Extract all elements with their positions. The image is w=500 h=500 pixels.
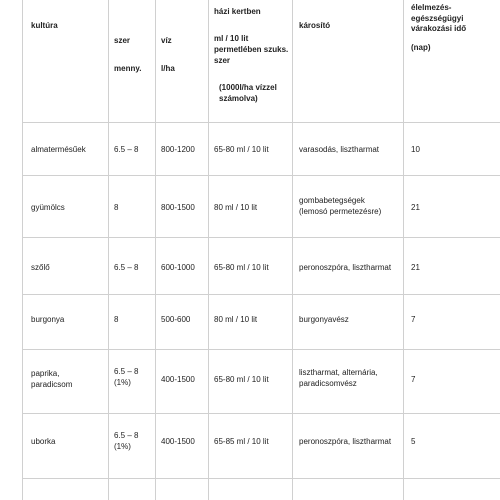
column-divider xyxy=(208,0,209,500)
cell-hazi: 65-80 ml / 10 lit xyxy=(214,375,269,384)
cell-karosito-note: (lemosó permetezésre) xyxy=(299,207,382,216)
cell-szer: 6.5 – 8 xyxy=(114,263,139,272)
cell-karosito: peronoszpóra, lisztharmat xyxy=(299,437,392,446)
cell-hazi: 80 ml / 10 lit xyxy=(214,315,258,324)
cell-viz: 800-1200 xyxy=(161,145,195,154)
header-kultura: kultúra xyxy=(31,21,58,30)
header-viz: víz xyxy=(161,36,172,45)
header-hazi-viz: (1000l/ha vízzel xyxy=(219,83,277,92)
cell-kultura-cont: paradicsom xyxy=(31,380,73,389)
cell-karosito: gombabetegségek xyxy=(299,196,365,205)
cell-nap: 21 xyxy=(411,203,420,212)
cell-viz: 800-1500 xyxy=(161,203,195,212)
cell-hazi: 65-85 ml / 10 lit xyxy=(214,437,269,446)
row-divider xyxy=(22,122,500,123)
cell-viz: 400-1500 xyxy=(161,437,195,446)
cell-hazi: 65-80 ml / 10 lit xyxy=(214,145,269,154)
cell-szer: 8 xyxy=(114,315,119,324)
table-border-left xyxy=(22,0,23,500)
cell-szer-percent: (1%) xyxy=(114,378,131,387)
cell-karosito: burgonyavész xyxy=(299,315,349,324)
cell-kultura: burgonya xyxy=(31,315,65,324)
header-hazi-permetleben: permetlében szuks. xyxy=(214,45,289,54)
column-divider xyxy=(155,0,156,500)
header-szer: szer xyxy=(114,36,131,45)
cell-viz: 600-1000 xyxy=(161,263,195,272)
cell-karosito: varasodás, lisztharmat xyxy=(299,145,380,154)
cell-karosito: lisztharmat, alternária, xyxy=(299,368,378,377)
cell-nap: 7 xyxy=(411,375,416,384)
row-divider xyxy=(22,294,500,295)
cell-karosito-cont: paradicsomvész xyxy=(299,379,357,388)
cell-nap: 21 xyxy=(411,263,420,272)
cell-kultura: paprika, xyxy=(31,369,60,378)
cell-hazi: 65-80 ml / 10 lit xyxy=(214,263,269,272)
cell-szer-percent: (1%) xyxy=(114,442,131,451)
cell-szer: 6.5 – 8 xyxy=(114,367,139,376)
header-nap: (nap) xyxy=(411,43,431,52)
row-divider xyxy=(22,413,500,414)
column-divider xyxy=(108,0,109,500)
cell-szer: 6.5 – 8 xyxy=(114,145,139,154)
cell-nap: 10 xyxy=(411,145,420,154)
cell-szer: 6.5 – 8 xyxy=(114,431,139,440)
header-hazi-szer: szer xyxy=(214,56,231,65)
cell-szer: 8 xyxy=(114,203,119,212)
header-hazi-kertben: házi kertben xyxy=(214,7,261,16)
header-hazi-szamolva: számolva) xyxy=(219,94,258,103)
cell-kultura: uborka xyxy=(31,437,56,446)
header-viz-unit: l/ha xyxy=(161,64,175,73)
cell-karosito: peronoszpóra, lisztharmat xyxy=(299,263,392,272)
cell-nap: 5 xyxy=(411,437,416,446)
header-szer-menny: menny. xyxy=(114,64,142,73)
cell-viz: 500-600 xyxy=(161,315,191,324)
header-elelmezes: élelmezés- xyxy=(411,3,452,12)
row-divider xyxy=(22,478,500,479)
row-divider xyxy=(22,349,500,350)
row-divider xyxy=(22,237,500,238)
cell-hazi: 80 ml / 10 lit xyxy=(214,203,258,212)
header-karosito: károsító xyxy=(299,21,331,30)
header-hazi-ml: ml / 10 lit xyxy=(214,34,249,43)
cell-viz: 400-1500 xyxy=(161,375,195,384)
cell-kultura: gyümölcs xyxy=(31,203,65,212)
cell-nap: 7 xyxy=(411,315,416,324)
cell-kultura: szőlő xyxy=(31,263,50,272)
row-divider xyxy=(22,175,500,176)
header-egeszsegugyi: egészségügyi xyxy=(411,14,464,23)
column-divider xyxy=(292,0,293,500)
column-divider xyxy=(403,0,404,500)
header-varakozasi-ido: várakozási idő xyxy=(411,24,467,33)
cell-kultura: almatermésűek xyxy=(31,145,86,154)
